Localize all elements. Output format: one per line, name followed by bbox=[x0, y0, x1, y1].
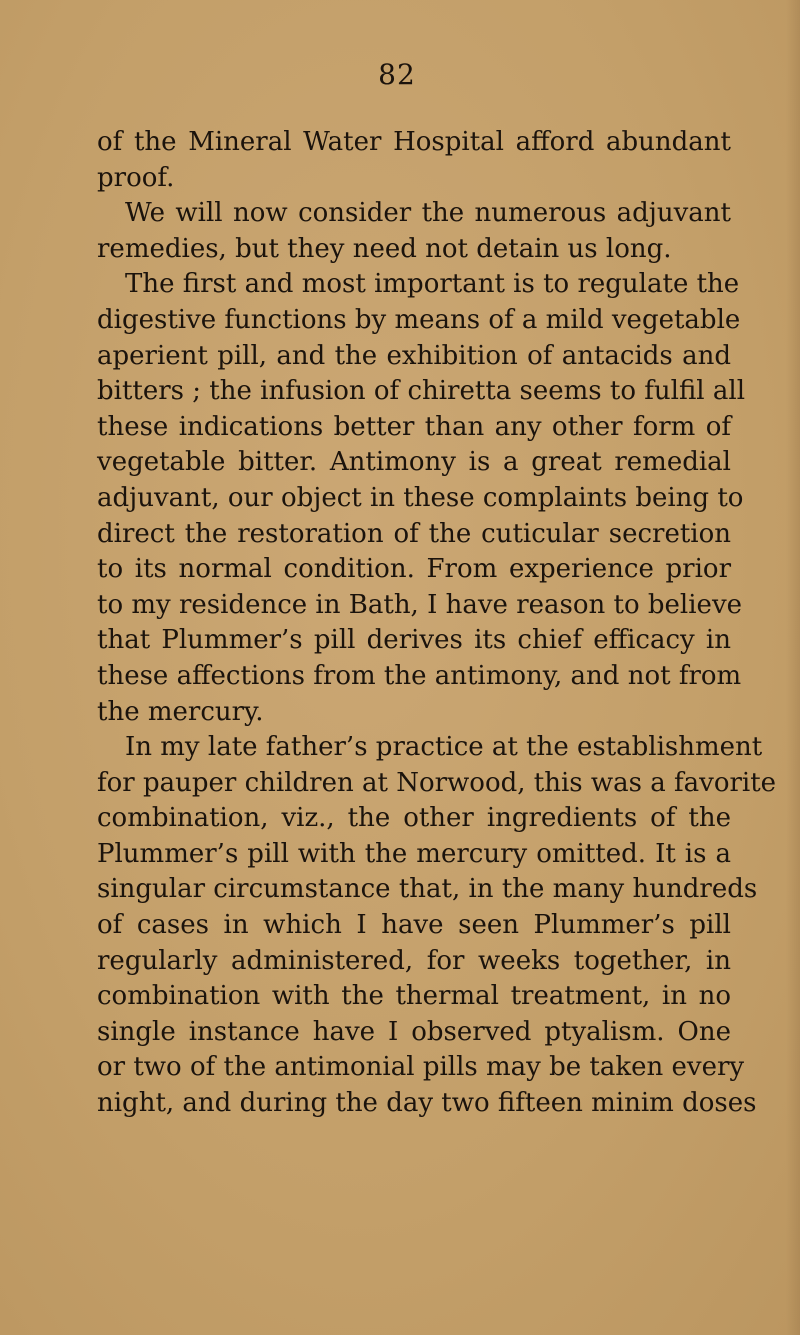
text-line: We will now consider the numerous adjuvant bbox=[125, 198, 731, 229]
text-line: aperient pill, and the exhibition of antacids and bbox=[97, 340, 731, 371]
text-line: The first and most important is to regulate the bbox=[125, 269, 740, 300]
text-line: to its normal condition. From experience prior bbox=[97, 554, 731, 585]
page-edge-shadow bbox=[786, 0, 800, 1335]
text-line: regularly administered, for weeks together, in bbox=[97, 945, 731, 976]
text-line: Plummer’s pill with the mercury omitted. It is a bbox=[97, 838, 731, 869]
body-text bbox=[97, 125, 777, 1122]
text-line: vegetable bitter. Antimony is a great remedial bbox=[97, 447, 731, 478]
text-line: digestive functions by means of a mild vegetable bbox=[97, 304, 741, 335]
text-line: of cases in which I have seen Plummer’s pill bbox=[97, 910, 731, 941]
text-line: remedies, but they need not detain us long. bbox=[97, 233, 672, 264]
text-line: proof. bbox=[97, 162, 175, 193]
text-line: to my residence in Bath, I have reason to believe bbox=[97, 589, 743, 620]
text-line: these indications better than any other form of bbox=[97, 411, 731, 442]
text-line: adjuvant, our object in these complaints being to bbox=[97, 482, 744, 513]
text-line: these affections from the antimony, and not from bbox=[97, 660, 742, 691]
text-line: singular circumstance that, in the many hundreds bbox=[97, 874, 758, 905]
text-line: that Plummer’s pill derives its chief efficacy in bbox=[97, 625, 731, 656]
text-line: single instance have I observed ptyalism. One bbox=[97, 1016, 731, 1047]
text-line: combination, viz., the other ingredients of the bbox=[97, 803, 731, 834]
text-line: the mercury. bbox=[97, 696, 264, 727]
page-number: 82 bbox=[378, 58, 416, 91]
text-line: for pauper children at Norwood, this was a favorite bbox=[97, 767, 777, 798]
text-line: bitters ; the infusion of chiretta seems to fulfil all bbox=[97, 376, 746, 407]
text-line: In my late father’s practice at the establishment bbox=[125, 732, 763, 763]
text-line: or two of the antimonial pills may be taken every bbox=[97, 1052, 745, 1083]
text-line: night, and during the day two fifteen minim doses bbox=[97, 1088, 757, 1119]
text-line: combination with the thermal treatment, in no bbox=[97, 981, 731, 1012]
text-line: of the Mineral Water Hospital afford abundant bbox=[97, 127, 731, 157]
text-line: direct the restoration of the cuticular secretion bbox=[97, 518, 731, 549]
